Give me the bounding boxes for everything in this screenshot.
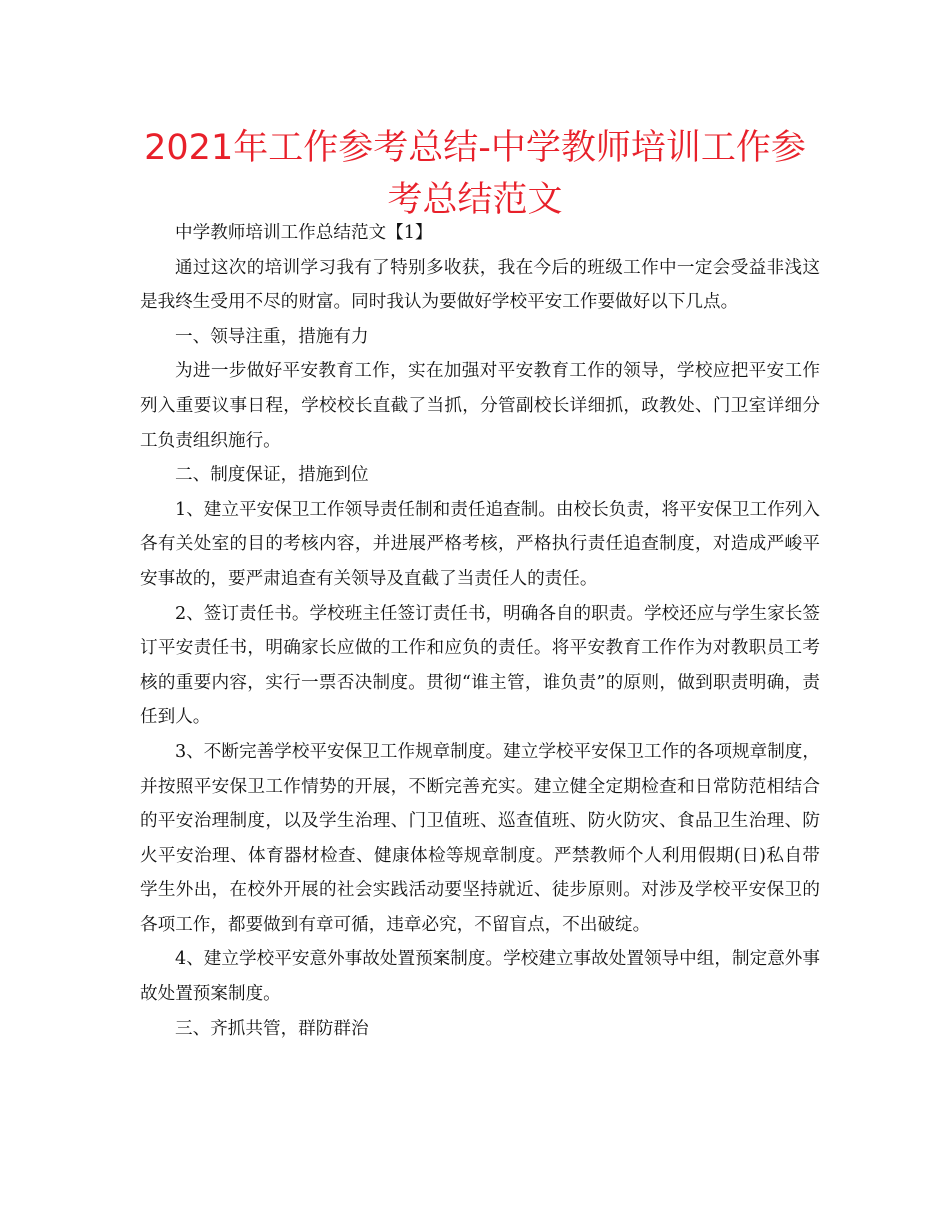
paragraph: 3、不断完善学校平安保卫工作规章制度。建立学校平安保卫工作的各项规章制度，并按照平安保卫工作情势的开展，不断完善充实。建立健全定期检查和日常防范相结合的平安治理制度，以及学生治理、门卫值班、巡查值班、防火防灾、食品卫生治理、防火平安治理、体育器材检查、健康体检等规章制度。严禁教师个人利用假期(日)私自带学生外出，在校外开展的社会实践活动要坚持就近、徒步原则。对涉及学校平安保卫的各项工作，都要做到有章可循，违章必究，不留盲点，不出破绽。 bbox=[140, 741, 820, 935]
document-body bbox=[140, 216, 820, 1046]
paragraph: 为进一步做好平安教育工作，实在加强对平安教育工作的领导，学校应把平安工作列入重要议事日程，学校校长直截了当抓，分管副校长详细抓，政教处、门卫室详细分工负责组织施行。 bbox=[140, 361, 820, 451]
paragraph-subtitle: 中学教师培训工作总结范文【1】 bbox=[175, 223, 433, 243]
paragraph: 4、建立学校平安意外事故处置预案制度。学校建立事故处置领导中组，制定意外事故处置预案制度。 bbox=[140, 949, 820, 1005]
section-heading: 三、齐抓共管，群防群治 bbox=[175, 1018, 369, 1039]
paragraph: 2、签订责任书。学校班主任签订责任书，明确各自的职责。学校还应与学生家长签订平安责任书，明确家长应做的工作和应负的责任。将平安教育工作作为对教职员工考核的重要内容，实行一票否决制度。贯彻“谁主管，谁负责”的原则，做到职责明确，责任到人。 bbox=[140, 603, 820, 728]
paragraph: 通过这次的培训学习我有了特别多收获，我在今后的班级工作中一定会受益非浅这是我终生受用不尽的财富。同时我认为要做好学校平安工作要做好以下几点。 bbox=[140, 257, 820, 313]
section-heading: 一、领导注重，措施有力 bbox=[175, 326, 369, 347]
document-title: 2021年工作参考总结-中学教师培训工作参考总结范文 bbox=[144, 128, 806, 220]
section-heading: 二、制度保证，措施到位 bbox=[175, 465, 369, 486]
paragraph: 1、建立平安保卫工作领导责任制和责任追查制。由校长负责，将平安保卫工作列入各有关处室的目的考核内容，并进展严格考核，严格执行责任追查制度，对造成严峻平安事故的，要严肃追查有关领导及直截了当责任人的责任。 bbox=[140, 499, 820, 589]
